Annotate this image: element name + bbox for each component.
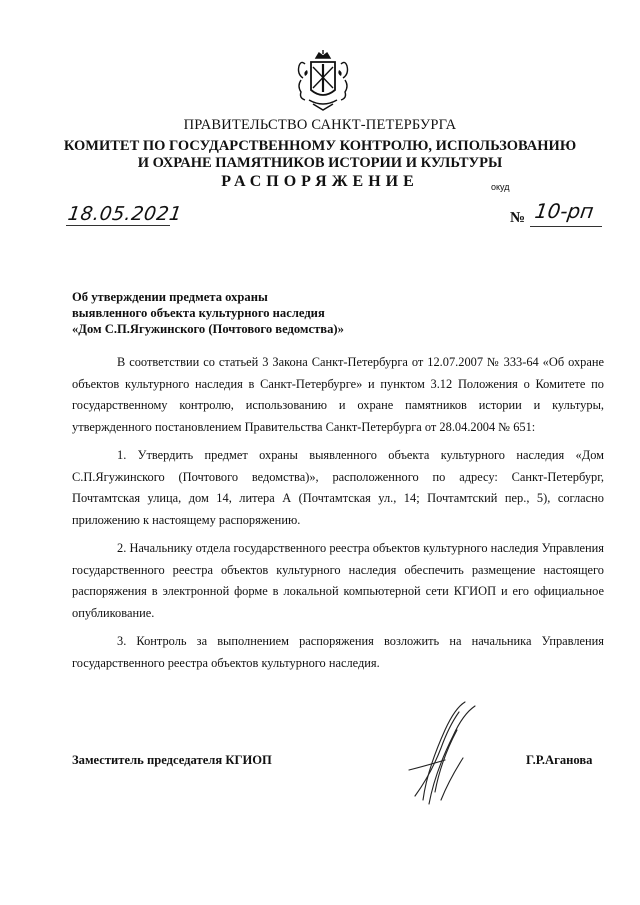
item-2-paragraph: 2. Начальнику отдела государственного реестра объектов культурного наследия Управления государственного реестра объектов культурного наследия обеспечить размещение настоящего распоряжения в электронной форме в локальной компьютерной сети КГИОП и его официальное опубликование. <box>72 541 604 620</box>
government-title: ПРАВИТЕЛЬСТВО САНКТ-ПЕТЕРБУРГА <box>183 117 457 133</box>
document-body <box>72 352 604 681</box>
document-date: 18.05.2021 <box>66 203 184 225</box>
committee-name-line-1: КОМИТЕТ ПО ГОСУДАРСТВЕННОМУ КОНТРОЛЮ, ИСПОЛЬЗОВАНИЮ <box>63 138 577 154</box>
date-underline <box>66 225 170 226</box>
number-underline <box>530 226 602 227</box>
committee-name <box>0 138 640 172</box>
handwritten-signature <box>405 700 485 810</box>
subject-line-1: Об утверждении предмета охраны <box>72 290 268 304</box>
item-1-paragraph: 1. Утвердить предмет охраны выявленного объекта культурного наследия «Дом С.П.Ягужинского (Почтового ведомства)», расположенного по адресу: Санкт-Петербург, Почтамтская улица, дом 14, литера А (Почтамтская ул., 14; Почтамтский пер., 5), согласно приложению к настоящему распоряжению. <box>72 448 604 527</box>
subject-line-3: «Дом С.П.Ягужинского (Почтового ведомства)» <box>72 322 344 336</box>
okud-label: окуд <box>491 182 510 192</box>
document-type-title: РАСПОРЯЖЕНИЕ <box>221 173 419 190</box>
signatory-position: Заместитель председателя КГИОП <box>72 753 272 767</box>
item-3-paragraph: 3. Контроль за выполнением распоряжения возложить на начальника Управления государственного реестра объектов культурного наследия. <box>72 634 604 670</box>
document-number: 10-рп <box>533 199 596 223</box>
intro-paragraph: В соответствии со статьей 3 Закона Санкт-Петербурга от 12.07.2007 № 333-64 «Об охране объектов культурного наследия в Санкт-Петербурге» и пунктом 3.12 Положения о Комитете по государственному контролю, использованию и охране памятников истории и культуры, утвержденного постановлением Правительства Санкт-Петербурга от 28.04.2004 № 651: <box>72 355 604 434</box>
subject-line-2: выявленного объекта культурного наследия <box>72 306 325 320</box>
committee-name-line-2: И ОХРАНЕ ПАМЯТНИКОВ ИСТОРИИ И КУЛЬТУРЫ <box>137 155 503 171</box>
document-subject <box>72 289 344 337</box>
signatory-name: Г.Р.Аганова <box>526 753 593 767</box>
number-sign: № <box>510 210 526 226</box>
coat-of-arms-emblem <box>295 50 351 112</box>
